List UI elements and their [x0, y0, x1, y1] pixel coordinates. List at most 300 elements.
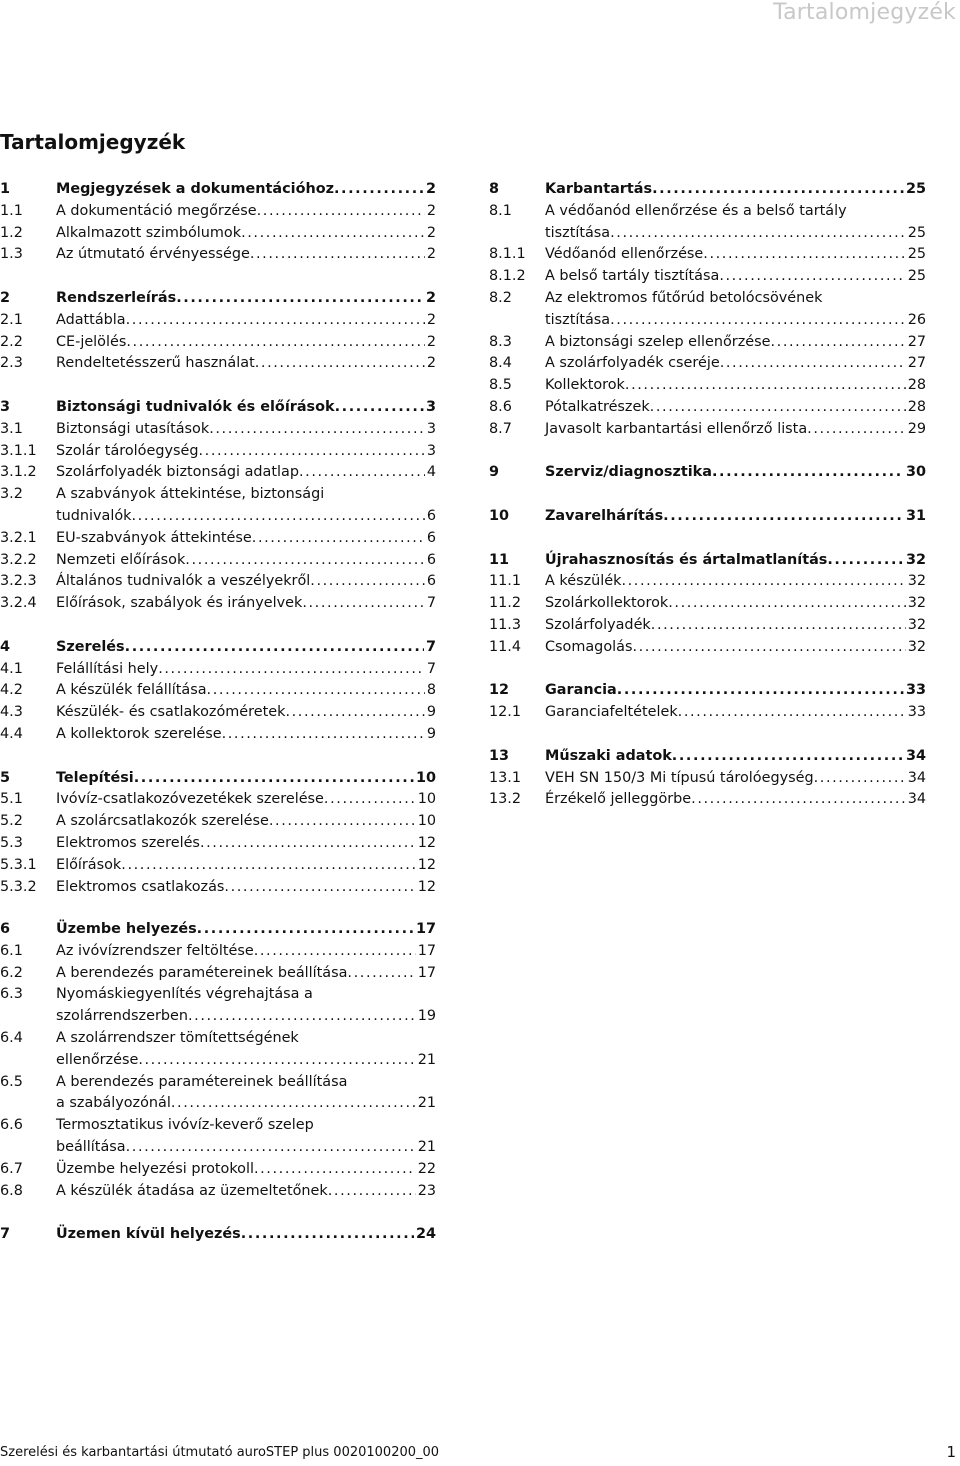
toc-entry-page: 33: [905, 682, 926, 699]
toc-entry-page: 26: [907, 311, 926, 328]
toc-entry-title: EU-szabványok áttekintése: [56, 529, 252, 546]
toc-entry-page: 2: [426, 355, 436, 372]
toc-entry-number: 11.4: [489, 638, 522, 655]
toc-entry-page: 8: [426, 682, 436, 699]
toc-entry-number: 3.1.2: [0, 464, 37, 481]
toc-entry[interactable]: [0, 571, 436, 593]
toc-entry[interactable]: [0, 179, 436, 201]
toc-entry[interactable]: [489, 571, 926, 593]
toc-entry-title: A készülék átadása az üzemeltetőnek: [56, 1182, 328, 1199]
toc-entry[interactable]: [0, 462, 436, 484]
toc-entry-number: 8.4: [489, 355, 512, 372]
toc-entry[interactable]: [0, 1028, 436, 1072]
toc-entry[interactable]: [0, 244, 436, 266]
toc-entry-title: beállítása: [56, 1138, 126, 1155]
toc-entry-number: 8.2: [489, 289, 512, 306]
toc-entry-number: 10: [489, 507, 510, 524]
toc-entry[interactable]: [0, 702, 436, 724]
toc-entry[interactable]: [0, 984, 436, 1028]
toc-entry[interactable]: [489, 637, 926, 659]
toc-entry-number: 6.4: [0, 1029, 23, 1046]
toc-entry[interactable]: [0, 1181, 436, 1203]
toc-entry[interactable]: [0, 659, 436, 681]
toc-entry-page: 29: [907, 420, 926, 437]
toc-dot-leader: [625, 375, 906, 397]
toc-entry[interactable]: [0, 441, 436, 463]
toc-dot-leader: [250, 244, 425, 266]
toc-dot-leader: [328, 1181, 416, 1203]
toc-dot-leader: [310, 571, 425, 593]
toc-dot-leader: [672, 746, 904, 768]
toc-entry[interactable]: [0, 941, 436, 963]
toc-entry-title: Megjegyzések a dokumentációhoz: [56, 181, 334, 197]
toc-entry[interactable]: [0, 550, 436, 572]
toc-entry-number: 5.3: [0, 834, 23, 851]
toc-dot-leader: [132, 506, 425, 528]
toc-entry-number: 3.2: [0, 486, 23, 503]
toc-entry[interactable]: [489, 332, 926, 354]
toc-entry-number: 4.1: [0, 660, 23, 677]
toc-entry-page: 2: [426, 224, 436, 241]
toc-dot-leader: [663, 506, 904, 528]
toc-entry-title: Szolárfolyadék: [545, 616, 651, 633]
toc-entry[interactable]: [0, 593, 436, 615]
toc-entry[interactable]: [489, 593, 926, 615]
toc-entry-number: 6.8: [0, 1182, 23, 1199]
toc-entry[interactable]: [489, 550, 926, 572]
toc-entry-title: ellenőrzése: [56, 1051, 139, 1068]
toc-dot-leader: [188, 1006, 416, 1028]
toc-entry-page: 25: [907, 268, 926, 285]
toc-dot-leader: [324, 789, 416, 811]
toc-entry[interactable]: [0, 637, 436, 659]
toc-entry-title: Ivóvíz-csatlakozóvezetékek szerelése: [56, 791, 324, 808]
toc-entry-number: 4.2: [0, 682, 23, 699]
toc-entry[interactable]: [489, 419, 926, 441]
toc-entry-number: 3.1: [0, 420, 23, 437]
toc-dot-leader: [176, 288, 424, 310]
toc-entry-title: Az útmutató érvényessége: [56, 246, 250, 263]
toc-entry-title: Rendeltetésszerű használat: [56, 355, 255, 372]
toc-entry-title: Előírások: [56, 856, 122, 873]
toc-entry-title: Az elektromos fűtőrúd betolócsövének: [545, 289, 823, 306]
toc-dot-leader: [347, 963, 415, 985]
toc-dot-leader: [610, 223, 906, 245]
toc-entry-title: Műszaki adatok: [545, 747, 672, 764]
toc-entry-number: 4: [0, 638, 11, 655]
toc-dot-leader: [222, 724, 425, 746]
toc-entry-page: 10: [415, 769, 436, 786]
toc-entry-page: 9: [426, 704, 436, 721]
toc-entry-number: 8.5: [489, 377, 512, 394]
toc-entry[interactable]: [0, 1072, 436, 1116]
toc-entry-page: 32: [907, 595, 926, 612]
toc-column-left-bottom: [0, 919, 436, 1246]
toc-entry-title: Termosztatikus ivóvíz-keverő szelep: [56, 1117, 314, 1134]
toc-entry[interactable]: [0, 724, 436, 746]
toc-entry-number: 5.2: [0, 813, 23, 830]
toc-entry-page: 3: [425, 398, 436, 415]
toc-entry-page: 10: [417, 813, 436, 830]
toc-entry[interactable]: [0, 919, 436, 941]
toc-dot-leader: [126, 310, 425, 332]
toc-entry-number: 3.1.1: [0, 442, 37, 459]
toc-entry[interactable]: [0, 332, 436, 354]
toc-entry-number: 6.1: [0, 942, 23, 959]
toc-entry-number: 8.1: [489, 202, 512, 219]
toc-entry-number: 3.2.1: [0, 529, 37, 546]
toc-entry-page: 34: [907, 791, 926, 808]
toc-entry-number: 2: [0, 289, 11, 306]
toc-entry-title: Alkalmazott szimbólumok: [56, 224, 242, 241]
toc-entry-page: 28: [907, 377, 926, 394]
toc-entry-number: 3.2.2: [0, 551, 37, 568]
toc-entry-number: 1.2: [0, 224, 23, 241]
toc-entry-number: 5: [0, 769, 11, 786]
toc-dot-leader: [299, 462, 425, 484]
toc-entry[interactable]: [0, 419, 436, 441]
toc-entry-number: 6.2: [0, 964, 23, 981]
toc-dot-leader: [207, 680, 425, 702]
toc-entry-number: 4.3: [0, 704, 23, 721]
toc-entry[interactable]: [489, 179, 926, 201]
toc-dot-leader: [197, 919, 414, 941]
toc-entry-page: 24: [415, 1226, 436, 1243]
toc-dot-leader: [770, 332, 905, 354]
toc-entry-title: A készülék felállítása: [56, 682, 207, 699]
toc-entry-page: 2: [425, 289, 436, 306]
toc-dot-leader: [126, 1137, 416, 1159]
toc-dot-leader: [255, 353, 425, 375]
toc-entry-title: Felállítási hely: [56, 660, 159, 677]
toc-entry-number: 5.3.2: [0, 878, 37, 895]
toc-entry-title: tisztítása: [545, 311, 611, 328]
toc-entry-title: A kollektorok szerelése: [56, 725, 222, 742]
toc-entry-title: A készülék: [545, 573, 622, 590]
toc-entry[interactable]: [0, 768, 436, 790]
toc-entry-page: 32: [905, 551, 926, 568]
toc-entry-number: 6.7: [0, 1160, 23, 1177]
toc-entry-page: 22: [417, 1160, 436, 1177]
toc-dot-leader: [138, 1050, 415, 1072]
toc-dot-leader: [285, 702, 424, 724]
toc-entry-page: 25: [907, 246, 926, 263]
toc-dot-leader: [125, 637, 424, 659]
toc-entry-number: 11.1: [489, 573, 522, 590]
toc-entry-page: 27: [907, 355, 926, 372]
toc-entry[interactable]: [489, 462, 926, 484]
toc-entry-number: 5.1: [0, 791, 23, 808]
toc-entry-title: Nyomáskiegyenlítés végrehajtása a: [56, 986, 313, 1003]
toc-entry-number: 6: [0, 921, 11, 937]
toc-entry-page: 2: [426, 246, 436, 263]
toc-entry-number: 2.1: [0, 311, 23, 328]
toc-entry-number: 5.3.1: [0, 856, 37, 873]
toc-entry[interactable]: [0, 288, 436, 310]
toc-entry-page: 34: [907, 769, 926, 786]
toc-entry-page: 32: [907, 616, 926, 633]
toc-dot-leader: [814, 768, 906, 790]
toc-entry-page: 7: [426, 595, 436, 612]
toc-entry-title: Szolárkollektorok: [545, 595, 669, 612]
toc-dot-leader: [668, 593, 905, 615]
toc-entry[interactable]: [0, 811, 436, 833]
toc-entry-title: Rendszerleírás: [56, 289, 177, 306]
toc-entry-title: Általános tudnivalók a veszélyekről: [56, 573, 311, 590]
toc-entry-title: Nemzeti előírások: [56, 551, 186, 568]
toc-entry[interactable]: [489, 244, 926, 266]
toc-dot-leader: [691, 789, 906, 811]
toc-entry-title: Karbantartás: [545, 181, 653, 197]
toc-entry-number: 8.6: [489, 398, 512, 415]
toc-entry[interactable]: [0, 789, 436, 811]
toc-dot-leader: [621, 571, 905, 593]
toc-entry[interactable]: [0, 1115, 436, 1159]
toc-entry-page: 9: [426, 725, 436, 742]
toc-entry-page: 34: [905, 747, 926, 764]
toc-dot-leader: [269, 811, 416, 833]
toc-entry-number: 12: [489, 682, 510, 699]
page-number: 1: [946, 1443, 956, 1461]
toc-entry-title: Szolár tárolóegység: [56, 442, 199, 459]
toc-entry[interactable]: [0, 855, 436, 877]
toc-entry-title: Szerelés: [56, 638, 125, 655]
toc-entry[interactable]: [489, 702, 926, 724]
toc-dot-leader: [200, 833, 416, 855]
toc-dot-leader: [134, 768, 414, 790]
toc-dot-leader: [302, 593, 425, 615]
footer-text: Szerelési és karbantartási útmutató auroSTEP plus 0020100200_00: [0, 1445, 440, 1460]
toc-entry-page: 27: [907, 333, 926, 350]
toc-dot-leader: [678, 702, 906, 724]
toc-dot-leader: [254, 941, 416, 963]
toc-entry-number: 7: [0, 1226, 11, 1243]
toc-entry-title: Üzembe helyezési protokoll: [56, 1160, 254, 1177]
toc-entry-number: 13.1: [489, 769, 522, 786]
toc-entry-number: 2.2: [0, 333, 23, 350]
toc-dot-leader: [652, 179, 904, 201]
toc-entry[interactable]: [0, 680, 436, 702]
toc-dot-leader: [257, 201, 425, 223]
toc-entry-page: 2: [425, 181, 436, 197]
toc-entry-title: Üzembe helyezés: [56, 921, 197, 937]
toc-dot-leader: [632, 637, 905, 659]
toc-entry-title: Garanciafeltételek: [545, 704, 678, 721]
toc-entry-title: A szolárcsatlakozók szerelése: [56, 813, 269, 830]
toc-entry-title: Védőanód ellenőrzése: [545, 246, 704, 263]
toc-entry-title: a szabályozónál: [56, 1095, 171, 1112]
toc-entry-title: A védőanód ellenőrzése és a belső tartály: [545, 202, 847, 219]
toc-entry-page: 2: [426, 333, 436, 350]
toc-entry-title: A berendezés paramétereinek beállítása: [56, 964, 348, 981]
toc-entry[interactable]: [489, 680, 926, 702]
toc-entry[interactable]: [0, 201, 436, 223]
running-header-title: Tartalomjegyzék: [773, 0, 956, 25]
toc-entry-page: 25: [907, 224, 926, 241]
toc-dot-leader: [171, 1093, 416, 1115]
toc-entry-title: Szolárfolyadék biztonsági adatlap: [56, 464, 299, 481]
toc-entry-page: 10: [417, 791, 436, 808]
toc-entry-title: Garancia: [545, 682, 617, 699]
toc-entry-page: 12: [417, 856, 436, 873]
toc-entry-title: Csomagolás: [545, 638, 633, 655]
toc-entry-number: 6.6: [0, 1117, 23, 1134]
toc-entry-number: 13: [489, 747, 510, 764]
toc-entry-page: 4: [426, 464, 436, 481]
toc-entry-title: Érzékelő jelleggörbe: [545, 791, 692, 808]
toc-entry-title: Biztonsági tudnivalók és előírások: [56, 398, 335, 415]
toc-dot-leader: [617, 680, 904, 702]
toc-dot-leader: [241, 223, 425, 245]
toc-entry-title: A szabványok áttekintése, biztonsági: [56, 486, 325, 503]
toc-entry-page: 6: [426, 507, 436, 524]
toc-dot-leader: [224, 877, 415, 899]
toc-entry-page: 2: [426, 202, 436, 219]
toc-entry-page: 21: [417, 1138, 436, 1155]
toc-entry[interactable]: [489, 506, 926, 528]
toc-entry-title: A belső tartály tisztítása: [545, 268, 720, 285]
toc-dot-leader: [126, 332, 425, 354]
toc-entry-title: A biztonsági szelep ellenőrzése: [545, 333, 771, 350]
toc-entry-page: 6: [426, 529, 436, 546]
toc-entry-number: 2.3: [0, 355, 23, 372]
toc-entry[interactable]: [0, 310, 436, 332]
toc-entry[interactable]: [0, 397, 436, 419]
toc-entry-title: Újrahasznosítás és ártalmatlanítás: [545, 551, 828, 568]
toc-entry-number: 8.1.1: [489, 246, 526, 263]
toc-entry-title: tudnivalók: [56, 507, 132, 524]
toc-entry-page: 12: [417, 878, 436, 895]
toc-entry-title: Telepítési: [56, 769, 134, 786]
toc-entry-title: Kollektorok: [545, 377, 625, 394]
page-title: Tartalomjegyzék: [0, 130, 186, 154]
toc-entry-title: VEH SN 150/3 Mi típusú tárolóegység: [545, 769, 814, 786]
toc-entry-title: Javasolt karbantartási ellenőrző lista: [545, 420, 808, 437]
toc-entry-title: A szolárfolyadék cseréje: [545, 355, 720, 372]
toc-dot-leader: [254, 1159, 416, 1181]
toc-dot-leader: [827, 550, 904, 572]
toc-entry-title: Elektromos szerelés: [56, 834, 200, 851]
toc-entry-number: 12.1: [489, 704, 522, 721]
toc-entry-page: 25: [905, 181, 926, 197]
toc-entry-title: Zavarelhárítás: [545, 507, 664, 524]
toc-dot-leader: [610, 310, 906, 332]
toc-entry-page: 19: [417, 1008, 436, 1025]
toc-entry[interactable]: [0, 223, 436, 245]
toc-entry-title: Adattábla: [56, 311, 126, 328]
toc-entry-title: Készülék- és csatlakozóméretek: [56, 704, 286, 721]
toc-entry-number: 8: [489, 181, 500, 197]
toc-entry-number: 11: [489, 551, 510, 568]
toc-dot-leader: [719, 266, 905, 288]
toc-entry-number: 1: [0, 181, 11, 197]
toc-dot-leader: [703, 244, 905, 266]
toc-entry[interactable]: [489, 201, 926, 245]
toc-column-left-top: [0, 179, 436, 898]
toc-entry-number: 1.1: [0, 202, 23, 219]
toc-entry[interactable]: [489, 746, 926, 768]
toc-entry-page: 30: [905, 464, 926, 481]
toc-entry-title: CE-jelölés: [56, 333, 127, 350]
toc-dot-leader: [121, 855, 415, 877]
toc-entry-page: 7: [425, 638, 436, 655]
toc-entry[interactable]: [0, 877, 436, 899]
toc-entry-page: 31: [905, 507, 926, 524]
toc-entry-page: 17: [417, 964, 436, 981]
toc-entry[interactable]: [0, 1159, 436, 1181]
toc-entry[interactable]: [489, 288, 926, 332]
toc-entry-number: 11.3: [489, 616, 522, 633]
toc-dot-leader: [334, 179, 424, 201]
toc-entry-title: szolárrendszerben: [56, 1008, 188, 1025]
toc-entry-title: Pótalkatrészek: [545, 398, 650, 415]
toc-dot-leader: [158, 659, 425, 681]
toc-entry-number: 6.3: [0, 986, 23, 1003]
toc-entry-title: Üzemen kívül helyezés: [56, 1226, 241, 1243]
toc-entry-number: 1.3: [0, 246, 23, 263]
toc-entry-title: Szerviz/diagnosztika: [545, 464, 712, 481]
toc-entry[interactable]: [0, 1224, 436, 1246]
toc-dot-leader: [335, 397, 424, 419]
toc-entry-page: 32: [907, 638, 926, 655]
toc-dot-leader: [198, 441, 424, 463]
toc-entry[interactable]: [489, 266, 926, 288]
toc-entry-page: 33: [907, 704, 926, 721]
toc-entry-number: 4.4: [0, 725, 23, 742]
toc-dot-leader: [807, 419, 906, 441]
toc-entry-title: A dokumentáció megőrzése: [56, 202, 257, 219]
toc-entry-title: Elektromos csatlakozás: [56, 878, 225, 895]
toc-entry-number: 9: [489, 464, 500, 481]
toc-entry[interactable]: [489, 353, 926, 375]
toc-entry-page: 17: [415, 921, 436, 937]
toc-entry-number: 6.5: [0, 1073, 23, 1090]
toc-entry[interactable]: [489, 768, 926, 790]
toc-entry-page: 32: [907, 573, 926, 590]
toc-entry-page: 23: [417, 1182, 436, 1199]
toc-entry-number: 3: [0, 398, 11, 415]
toc-entry-page: 21: [417, 1095, 436, 1112]
toc-entry-title: A szolárrendszer tömítettségének: [56, 1029, 299, 1046]
toc-entry-title: Az ivóvízrendszer feltöltése: [56, 942, 254, 959]
toc-entry-number: 11.2: [489, 595, 522, 612]
toc-entry-page: 3: [426, 420, 436, 437]
toc-entry-page: 7: [426, 660, 436, 677]
toc-entry[interactable]: [489, 789, 926, 811]
toc-entry-page: 12: [417, 834, 436, 851]
toc-entry-number: 8.3: [489, 333, 512, 350]
toc-entry[interactable]: [0, 963, 436, 985]
toc-entry[interactable]: [0, 528, 436, 550]
toc-dot-leader: [712, 462, 904, 484]
toc-dot-leader: [651, 615, 906, 637]
toc-entry[interactable]: [489, 375, 926, 397]
toc-dot-leader: [209, 419, 425, 441]
toc-entry-number: 13.2: [489, 791, 522, 808]
toc-entry-title: A berendezés paramétereinek beállítása: [56, 1073, 348, 1090]
toc-entry-page: 6: [426, 573, 436, 590]
toc-entry[interactable]: [489, 397, 926, 419]
toc-entry[interactable]: [0, 484, 436, 528]
toc-column-right: [489, 179, 926, 811]
toc-entry-number: 3.2.3: [0, 573, 37, 590]
toc-entry[interactable]: [0, 353, 436, 375]
toc-entry[interactable]: [489, 615, 926, 637]
toc-entry-page: 2: [426, 311, 436, 328]
toc-entry-page: 28: [907, 398, 926, 415]
toc-dot-leader: [650, 397, 906, 419]
toc-entry[interactable]: [0, 833, 436, 855]
